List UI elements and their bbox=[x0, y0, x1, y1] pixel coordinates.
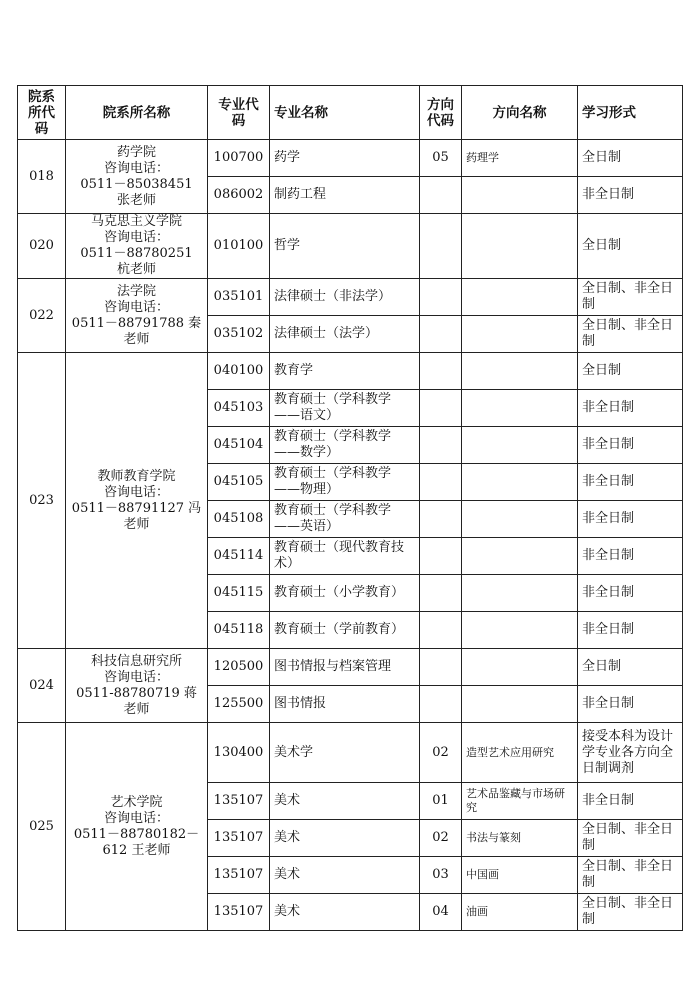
dir-name-cell bbox=[462, 501, 578, 538]
dept-name-cell: 艺术学院 咨询电话： 0511－88780182－612 王老师 bbox=[66, 723, 208, 931]
header-dir-name: 方向名称 bbox=[462, 86, 578, 140]
major-code-cell: 040100 bbox=[208, 353, 270, 390]
dir-name-cell bbox=[462, 177, 578, 214]
dir-code-cell bbox=[420, 427, 462, 464]
dir-name-cell bbox=[462, 464, 578, 501]
major-name-cell: 教育硕士（小学教育） bbox=[270, 575, 420, 612]
major-code-cell: 120500 bbox=[208, 649, 270, 686]
study-mode-cell: 非全日制 bbox=[578, 686, 683, 723]
study-mode-cell: 全日制 bbox=[578, 649, 683, 686]
major-name-cell: 教育硕士（学前教育） bbox=[270, 612, 420, 649]
dir-code-cell bbox=[420, 686, 462, 723]
study-mode-cell: 全日制 bbox=[578, 140, 683, 177]
major-code-cell: 100700 bbox=[208, 140, 270, 177]
table-row bbox=[18, 649, 683, 686]
dept-code-cell: 023 bbox=[18, 353, 66, 649]
dir-code-cell: 03 bbox=[420, 857, 462, 894]
dir-name-cell bbox=[462, 612, 578, 649]
study-mode-cell: 非全日制 bbox=[578, 575, 683, 612]
dir-code-cell: 02 bbox=[420, 723, 462, 783]
major-name-cell: 制药工程 bbox=[270, 177, 420, 214]
dir-name-cell bbox=[462, 214, 578, 279]
header-dept-name: 院系所名称 bbox=[66, 86, 208, 140]
major-code-cell: 135107 bbox=[208, 857, 270, 894]
major-code-cell: 130400 bbox=[208, 723, 270, 783]
dir-name-cell bbox=[462, 353, 578, 390]
study-mode-cell: 全日制、非全日制 bbox=[578, 279, 683, 316]
major-name-cell: 图书情报与档案管理 bbox=[270, 649, 420, 686]
major-name-cell: 教育硕士（现代教育技术） bbox=[270, 538, 420, 575]
dir-code-cell bbox=[420, 177, 462, 214]
study-mode-cell: 非全日制 bbox=[578, 501, 683, 538]
dir-name-cell: 艺术品鉴藏与市场研究 bbox=[462, 783, 578, 820]
major-code-cell: 045114 bbox=[208, 538, 270, 575]
major-code-cell: 045108 bbox=[208, 501, 270, 538]
dir-name-cell bbox=[462, 427, 578, 464]
study-mode-cell: 非全日制 bbox=[578, 538, 683, 575]
major-code-cell: 035102 bbox=[208, 316, 270, 353]
dir-code-cell: 04 bbox=[420, 894, 462, 931]
major-name-cell: 哲学 bbox=[270, 214, 420, 279]
major-name-cell: 教育学 bbox=[270, 353, 420, 390]
dept-code-cell: 024 bbox=[18, 649, 66, 723]
study-mode-cell: 非全日制 bbox=[578, 464, 683, 501]
dept-code-cell: 018 bbox=[18, 140, 66, 214]
dept-code-cell: 025 bbox=[18, 723, 66, 931]
major-code-cell: 045103 bbox=[208, 390, 270, 427]
dir-name-cell bbox=[462, 575, 578, 612]
header-row bbox=[18, 86, 683, 140]
dept-code-cell: 020 bbox=[18, 214, 66, 279]
dept-name-cell: 科技信息研究所 咨询电话： 0511-88780719 蒋老师 bbox=[66, 649, 208, 723]
major-code-cell: 135107 bbox=[208, 783, 270, 820]
dept-code-cell: 022 bbox=[18, 279, 66, 353]
dir-name-cell bbox=[462, 279, 578, 316]
dir-code-cell bbox=[420, 612, 462, 649]
major-name-cell: 药学 bbox=[270, 140, 420, 177]
major-name-cell: 美术 bbox=[270, 894, 420, 931]
header-major-name: 专业名称 bbox=[270, 86, 420, 140]
major-code-cell: 045104 bbox=[208, 427, 270, 464]
header-dir-code: 方向代码 bbox=[420, 86, 462, 140]
study-mode-cell: 非全日制 bbox=[578, 427, 683, 464]
study-mode-cell: 全日制、非全日制 bbox=[578, 894, 683, 931]
dir-code-cell bbox=[420, 316, 462, 353]
major-code-cell: 045105 bbox=[208, 464, 270, 501]
table-row bbox=[18, 140, 683, 177]
dir-name-cell: 药理学 bbox=[462, 140, 578, 177]
study-mode-cell: 接受本科为设计学专业各方向全日制调剂 bbox=[578, 723, 683, 783]
dir-code-cell: 01 bbox=[420, 783, 462, 820]
major-name-cell: 教育硕士（学科教学——英语） bbox=[270, 501, 420, 538]
dir-code-cell bbox=[420, 279, 462, 316]
dir-code-cell bbox=[420, 501, 462, 538]
dir-code-cell bbox=[420, 649, 462, 686]
table-row bbox=[18, 353, 683, 390]
major-name-cell: 美术 bbox=[270, 820, 420, 857]
study-mode-cell: 全日制、非全日制 bbox=[578, 857, 683, 894]
major-name-cell: 法律硕士（法学） bbox=[270, 316, 420, 353]
major-code-cell: 125500 bbox=[208, 686, 270, 723]
dir-code-cell bbox=[420, 353, 462, 390]
dir-code-cell bbox=[420, 214, 462, 279]
study-mode-cell: 非全日制 bbox=[578, 177, 683, 214]
dir-name-cell: 书法与篆刻 bbox=[462, 820, 578, 857]
dept-name-cell: 法学院 咨询电话： 0511－88791788 秦老师 bbox=[66, 279, 208, 353]
dir-name-cell: 中国画 bbox=[462, 857, 578, 894]
dir-code-cell bbox=[420, 390, 462, 427]
study-mode-cell: 全日制 bbox=[578, 214, 683, 279]
table-row bbox=[18, 723, 683, 783]
dir-code-cell bbox=[420, 464, 462, 501]
major-code-cell: 010100 bbox=[208, 214, 270, 279]
program-table bbox=[17, 85, 683, 931]
study-mode-cell: 非全日制 bbox=[578, 612, 683, 649]
dir-name-cell bbox=[462, 538, 578, 575]
study-mode-cell: 非全日制 bbox=[578, 783, 683, 820]
dir-code-cell bbox=[420, 538, 462, 575]
major-code-cell: 135107 bbox=[208, 894, 270, 931]
dir-name-cell bbox=[462, 649, 578, 686]
table-row bbox=[18, 279, 683, 316]
dir-name-cell bbox=[462, 686, 578, 723]
major-name-cell: 美术 bbox=[270, 857, 420, 894]
dir-name-cell bbox=[462, 390, 578, 427]
major-name-cell: 图书情报 bbox=[270, 686, 420, 723]
major-name-cell: 法律硕士（非法学） bbox=[270, 279, 420, 316]
major-name-cell: 美术学 bbox=[270, 723, 420, 783]
dept-name-cell: 马克思主义学院 咨询电话： 0511－88780251 杭老师 bbox=[66, 214, 208, 279]
major-code-cell: 045118 bbox=[208, 612, 270, 649]
major-code-cell: 135107 bbox=[208, 820, 270, 857]
major-code-cell: 035101 bbox=[208, 279, 270, 316]
dept-name-cell: 教师教育学院 咨询电话： 0511－88791127 冯老师 bbox=[66, 353, 208, 649]
major-name-cell: 教育硕士（学科教学——语文） bbox=[270, 390, 420, 427]
dept-name-cell: 药学院 咨询电话： 0511－85038451 张老师 bbox=[66, 140, 208, 214]
dir-code-cell bbox=[420, 575, 462, 612]
major-code-cell: 086002 bbox=[208, 177, 270, 214]
major-name-cell: 美术 bbox=[270, 783, 420, 820]
table-row bbox=[18, 214, 683, 279]
study-mode-cell: 全日制、非全日制 bbox=[578, 820, 683, 857]
header-study-mode: 学习形式 bbox=[578, 86, 683, 140]
dir-name-cell: 造型艺术应用研究 bbox=[462, 723, 578, 783]
study-mode-cell: 全日制 bbox=[578, 353, 683, 390]
header-major-code: 专业代码 bbox=[208, 86, 270, 140]
study-mode-cell: 非全日制 bbox=[578, 390, 683, 427]
major-name-cell: 教育硕士（学科教学——数学） bbox=[270, 427, 420, 464]
header-dept-code: 院系所代码 bbox=[18, 86, 66, 140]
dir-name-cell: 油画 bbox=[462, 894, 578, 931]
dir-code-cell: 05 bbox=[420, 140, 462, 177]
study-mode-cell: 全日制、非全日制 bbox=[578, 316, 683, 353]
major-code-cell: 045115 bbox=[208, 575, 270, 612]
table-body bbox=[18, 140, 683, 931]
dir-code-cell: 02 bbox=[420, 820, 462, 857]
dir-name-cell bbox=[462, 316, 578, 353]
major-name-cell: 教育硕士（学科教学——物理） bbox=[270, 464, 420, 501]
